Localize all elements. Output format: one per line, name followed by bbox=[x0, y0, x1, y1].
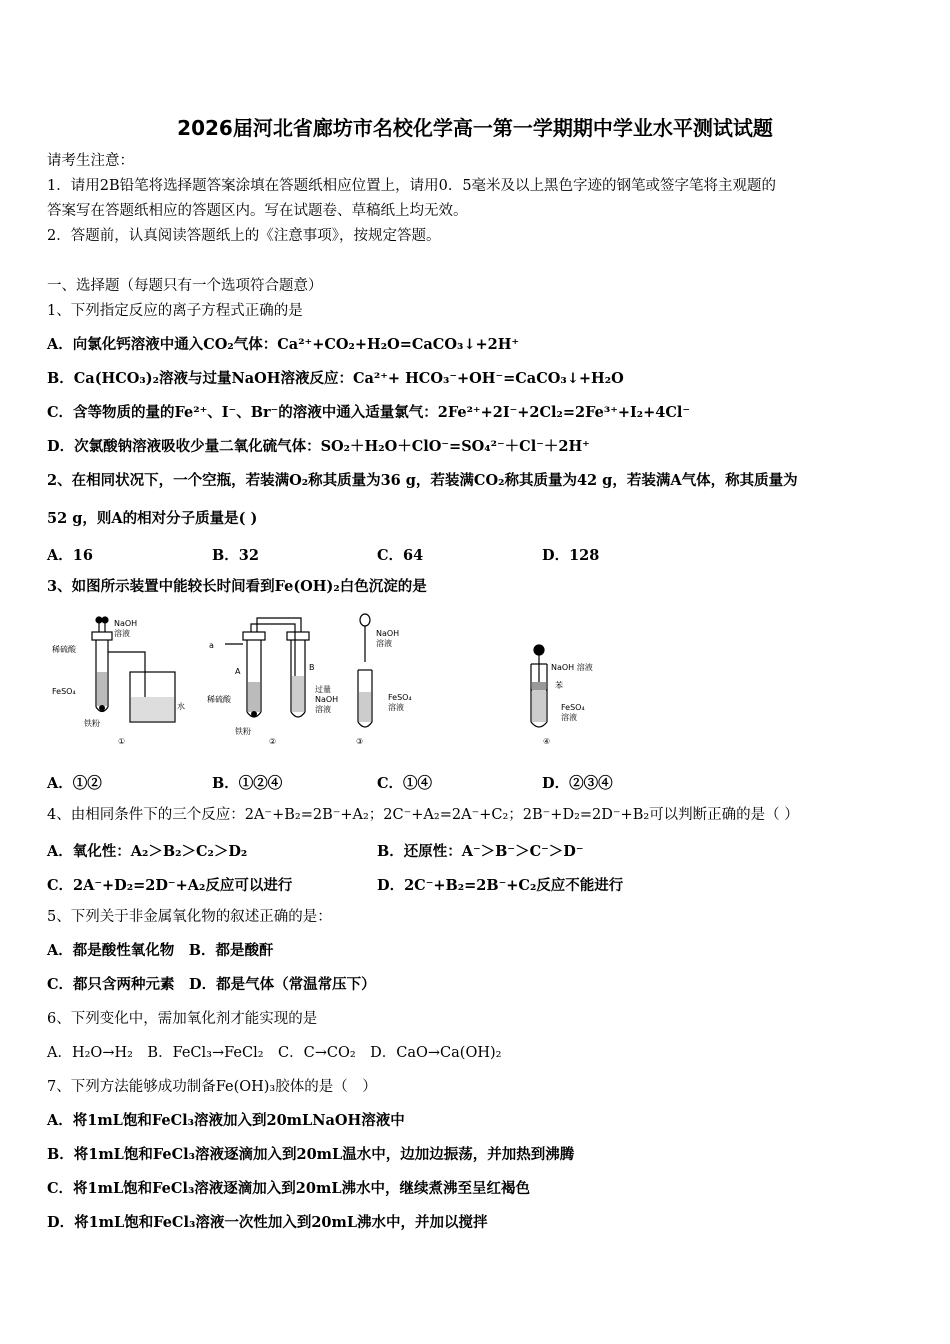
q7-option-c: C．将1mL饱和FeCl₃溶液逐滴加入到20mL沸水中，继续煮沸至呈红褐色 bbox=[47, 1180, 531, 1197]
fig2-number: ② bbox=[269, 737, 277, 746]
q4-option-d: D．2C⁻+B₂=2B⁻+C₂反应不能进行 bbox=[377, 877, 624, 894]
fig4-label-benzene: 苯 bbox=[555, 681, 563, 690]
notice-item-2: 2．答题前，认真阅读答题纸上的《注意事项》，按规定答题。 bbox=[47, 228, 441, 244]
fig2-label-acid: 稀硫酸 bbox=[207, 695, 231, 704]
fig1-label-naoh: NaOH bbox=[114, 619, 138, 628]
q7-option-d: D．将1mL饱和FeCl₃溶液一次性加入到20mL沸水中，并加以搅拌 bbox=[47, 1214, 488, 1231]
fig1-number: ① bbox=[118, 737, 126, 746]
fig1-label-feso4: FeSO₄ bbox=[52, 687, 76, 696]
fig3-label-feso4-solution: 溶液 bbox=[388, 703, 404, 712]
fig3-label-feso4: FeSO₄ bbox=[388, 693, 412, 702]
fig3-label-naoh: NaOH bbox=[376, 629, 400, 638]
fig4-label-naoh: NaOH 溶液 bbox=[551, 663, 593, 672]
fig2-label-naoh: NaOH bbox=[315, 695, 339, 704]
notice-item-1b: 答案写在答题纸相应的答题区内。写在试题卷、草稿纸上均无效。 bbox=[47, 203, 468, 219]
q1-option-a: A．向氯化钙溶液中通入CO₂气体：Ca²⁺+CO₂+H₂O=CaCO₃↓+2H⁺ bbox=[47, 336, 520, 353]
fig2-label-tube-b: B bbox=[309, 663, 315, 672]
fig4-label-feso4: FeSO₄ bbox=[561, 703, 585, 712]
q3-option-c: C．①④ bbox=[377, 775, 433, 792]
q6-stem: 6、下列变化中，需加氧化剂才能实现的是 bbox=[47, 1011, 318, 1027]
apparatus-figure-3 bbox=[352, 612, 462, 752]
fig1-label-acid: 稀硫酸 bbox=[52, 645, 76, 654]
q2-option-d: D．128 bbox=[542, 547, 600, 564]
fig2-label-iron: 铁粉 bbox=[235, 727, 251, 736]
q1-stem: 1、下列指定反应的离子方程式正确的是 bbox=[47, 303, 303, 319]
q1-option-d: D．次氯酸钠溶液吸收少量二氧化硫气体：SO₂＋H₂O＋ClO⁻=SO₄²⁻＋Cl⁻＋2H⁺ bbox=[47, 438, 590, 455]
q7-option-a: A．将1mL饱和FeCl₃溶液加入到20mLNaOH溶液中 bbox=[47, 1112, 405, 1129]
fig3-number: ③ bbox=[356, 737, 364, 746]
fig1-label-water: 水 bbox=[177, 702, 185, 711]
q3-option-d: D．②③④ bbox=[542, 775, 613, 792]
q3-option-b: B．①②④ bbox=[212, 775, 283, 792]
q2-stem-1: 2、在相同状况下，一个空瓶，若装满O₂称其质量为36 g，若装满CO₂称其质量为42 g，若装满A气体，称其质量为 bbox=[47, 472, 798, 489]
section-heading: 一、选择题（每题只有一个选项符合题意） bbox=[47, 278, 323, 294]
fig1-label-solution: 溶液 bbox=[114, 629, 130, 638]
q4-option-a: A．氧化性：A₂＞B₂＞C₂＞D₂ bbox=[47, 843, 248, 860]
notice-heading: 请考生注意： bbox=[47, 153, 134, 169]
page-title: 2026届河北省廊坊市名校化学高一第一学期期中学业水平测试试题 bbox=[177, 116, 773, 140]
fig2-label-a: a bbox=[209, 641, 214, 650]
q1-option-c: C．含等物质的量的Fe²⁺、I⁻、Br⁻的溶液中通入适量氯气：2Fe²⁺+2I⁻+2Cl₂=2Fe³⁺+I₂+4Cl⁻ bbox=[47, 404, 691, 421]
q4-stem: 4、由相同条件下的三个反应：2A⁻+B₂=2B⁻+A₂；2C⁻+A₂=2A⁻+C₂；2B⁻+D₂=2D⁻+B₂可以判断正确的是（ ） bbox=[47, 807, 799, 823]
q3-option-a: A．①② bbox=[47, 775, 102, 792]
q2-option-b: B．32 bbox=[212, 547, 259, 564]
q2-stem-2: 52 g，则A的相对分子质量是( ) bbox=[47, 510, 258, 527]
q2-option-a: A．16 bbox=[47, 547, 93, 564]
apparatus-figure-4 bbox=[525, 612, 635, 752]
fig4-number: ④ bbox=[543, 737, 551, 746]
fig2-label-tube-a: A bbox=[235, 667, 241, 676]
q5-stem: 5、下列关于非金属氧化物的叙述正确的是： bbox=[47, 909, 332, 925]
q7-option-b: B．将1mL饱和FeCl₃溶液逐滴加入到20mL温水中，边加边振荡，并加热到沸腾 bbox=[47, 1146, 575, 1163]
fig1-label-iron: 铁粉 bbox=[84, 719, 100, 728]
fig2-label-solution: 溶液 bbox=[315, 705, 331, 714]
notice-item-1a: 1．请用2B铅笔将选择题答案涂填在答题纸相应位置上，请用0．5毫米及以上黑色字迹的钢笔或签字笔将主观题的 bbox=[47, 178, 777, 194]
fig4-label-feso4-solution: 溶液 bbox=[561, 713, 577, 722]
q2-option-c: C．64 bbox=[377, 547, 424, 564]
apparatus-figure-1 bbox=[50, 612, 200, 752]
q6-options: A．H₂O→H₂ B．FeCl₃→FeCl₂ C．C→CO₂ D．CaO→Ca(OH)₂ bbox=[47, 1045, 502, 1061]
q5-options-cd: C．都只含两种元素 D．都是气体（常温常压下） bbox=[47, 976, 376, 993]
q3-stem: 3、如图所示装置中能较长时间看到Fe(OH)₂白色沉淀的是 bbox=[47, 578, 427, 595]
q1-option-b: B．Ca(HCO₃)₂溶液与过量NaOH溶液反应：Ca²⁺+ HCO₃⁻+OH⁻=CaCO₃↓+H₂O bbox=[47, 370, 624, 387]
fig2-label-excess: 过量 bbox=[315, 685, 331, 694]
apparatus-figure-2 bbox=[205, 612, 345, 752]
q4-option-b: B．还原性：A⁻＞B⁻＞C⁻＞D⁻ bbox=[377, 843, 584, 860]
q4-option-c: C．2A⁻+D₂=2D⁻+A₂反应可以进行 bbox=[47, 877, 293, 894]
fig3-label-solution: 溶液 bbox=[376, 639, 392, 648]
q7-stem: 7、下列方法能够成功制备Fe(OH)₃胶体的是（ ） bbox=[47, 1079, 377, 1095]
q5-options-ab: A．都是酸性氧化物 B．都是酸酐 bbox=[47, 942, 274, 959]
